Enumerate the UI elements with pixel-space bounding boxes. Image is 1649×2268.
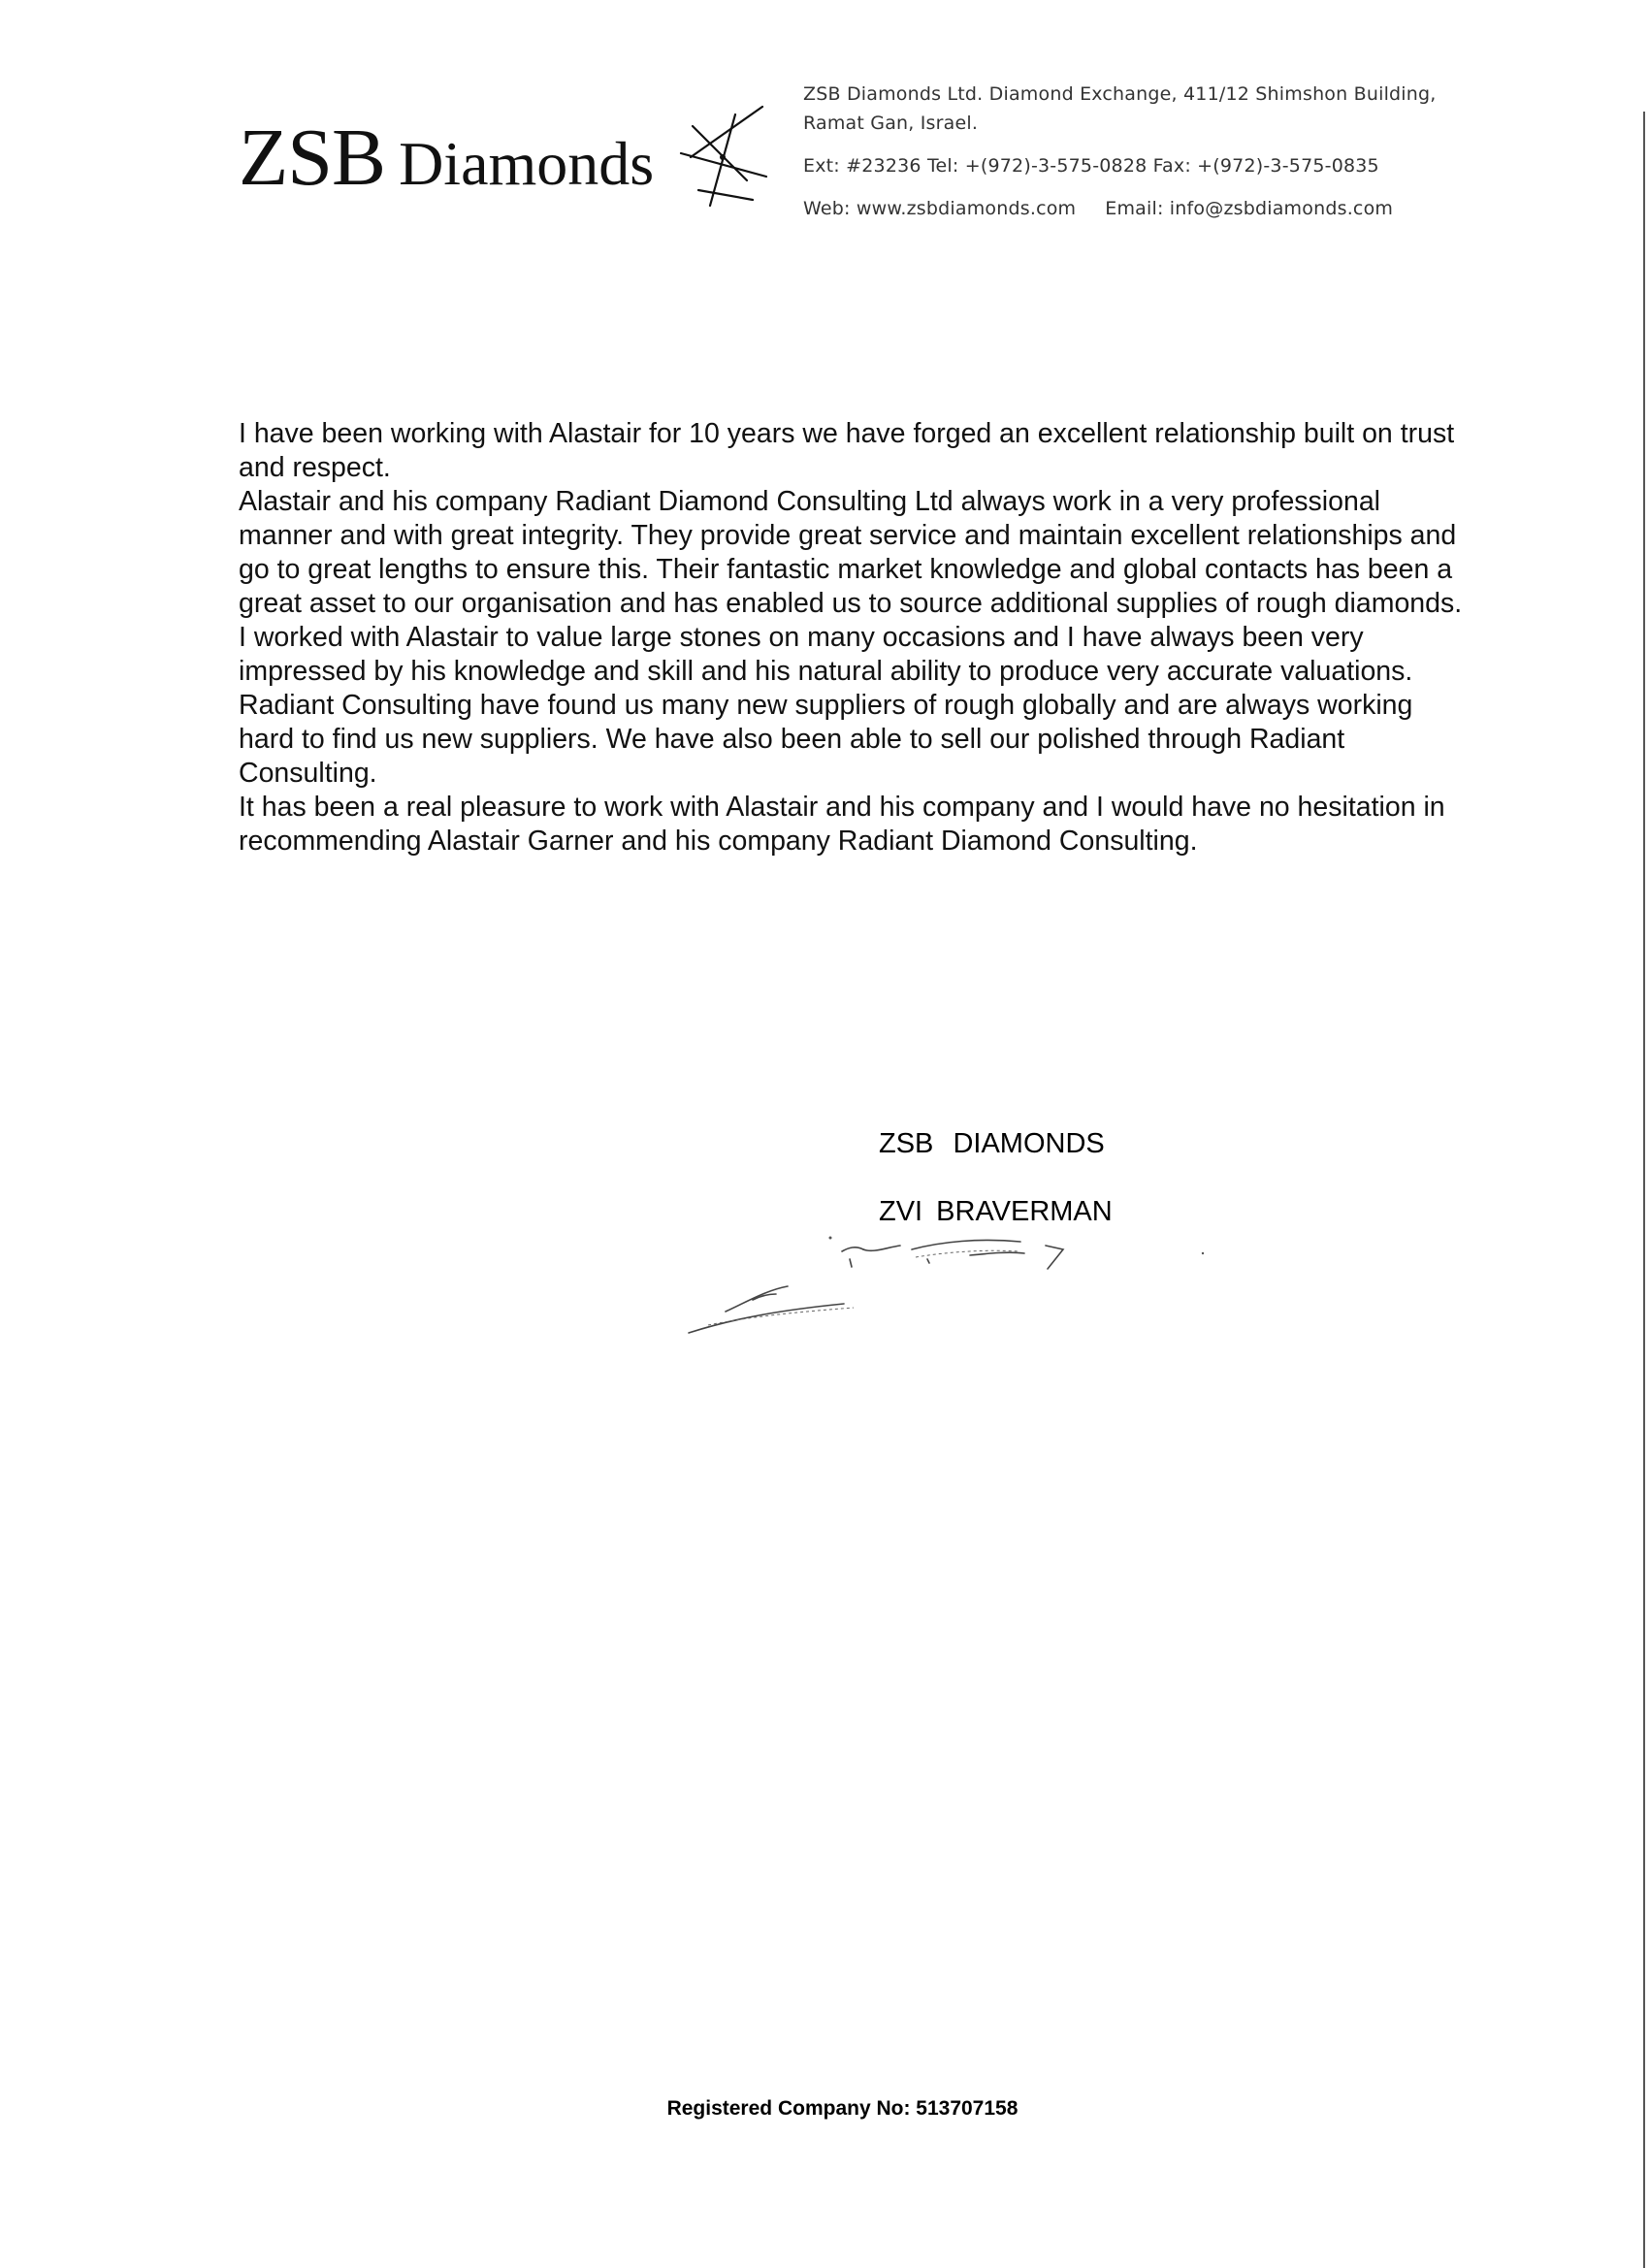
web-email-line [803, 198, 1393, 219]
address-line-2: Ramat Gan, Israel. [803, 113, 979, 134]
signatory-company: ZSB DIAMONDS [879, 1128, 1105, 1159]
letter-paragraph: I have been working with Alastair for 10 years we have forged an excellent relationship built on trust and respect. [239, 418, 1455, 483]
letter-body [239, 417, 1471, 859]
signatory-name: ZVI BRAVERMAN [879, 1196, 1113, 1227]
handwritten-signature [679, 1232, 1222, 1339]
page-edge-line [1643, 112, 1645, 2268]
address-line-1: ZSB Diamonds Ltd. Diamond Exchange, 411/12 Shimshon Building, [803, 83, 1437, 105]
logo-abbr: ZSB [239, 113, 386, 203]
letter-paragraph: It has been a real pleasure to work with Alastair and his company and I would have no hesitation in recommending Alastair Garner and his company Radiant Diamond Consulting. [239, 792, 1445, 857]
letter-paragraph: Radiant Consulting have found us many new suppliers of rough globally and are always working hard to find us new suppliers. We have also been able to sell our polished through Radiant Consulting. [239, 690, 1413, 789]
letter-paragraph: Alastair and his company Radiant Diamond Consulting Ltd always work in a very professional manner and with great integrity. They provide great service and maintain excellent relationships and go to great lengths to ensure this. Their fantastic market knowledge and global contacts has been a great asset to our organisation and has enabled us to source additional supplies of rough diamonds. [239, 486, 1463, 619]
letter-paragraph: I worked with Alastair to value large stones on many occasions and I have always been very impressed by his knowledge and skill and his natural ability to produce very accurate valuations. [239, 622, 1413, 687]
diamond-star-icon [677, 97, 768, 213]
logo-word: Diamonds [399, 129, 655, 198]
email-text: Email: info@zsbdiamonds.com [1105, 198, 1394, 219]
website-text: Web: www.zsbdiamonds.com [803, 198, 1077, 219]
company-registration: Registered Company No: 513707158 [666, 2097, 1018, 2120]
phone-fax-line: Ext: #23236 Tel: +(972)-3-575-0828 Fax: +(972)-3-575-0835 [803, 155, 1379, 177]
logo-wordmark [239, 111, 654, 205]
